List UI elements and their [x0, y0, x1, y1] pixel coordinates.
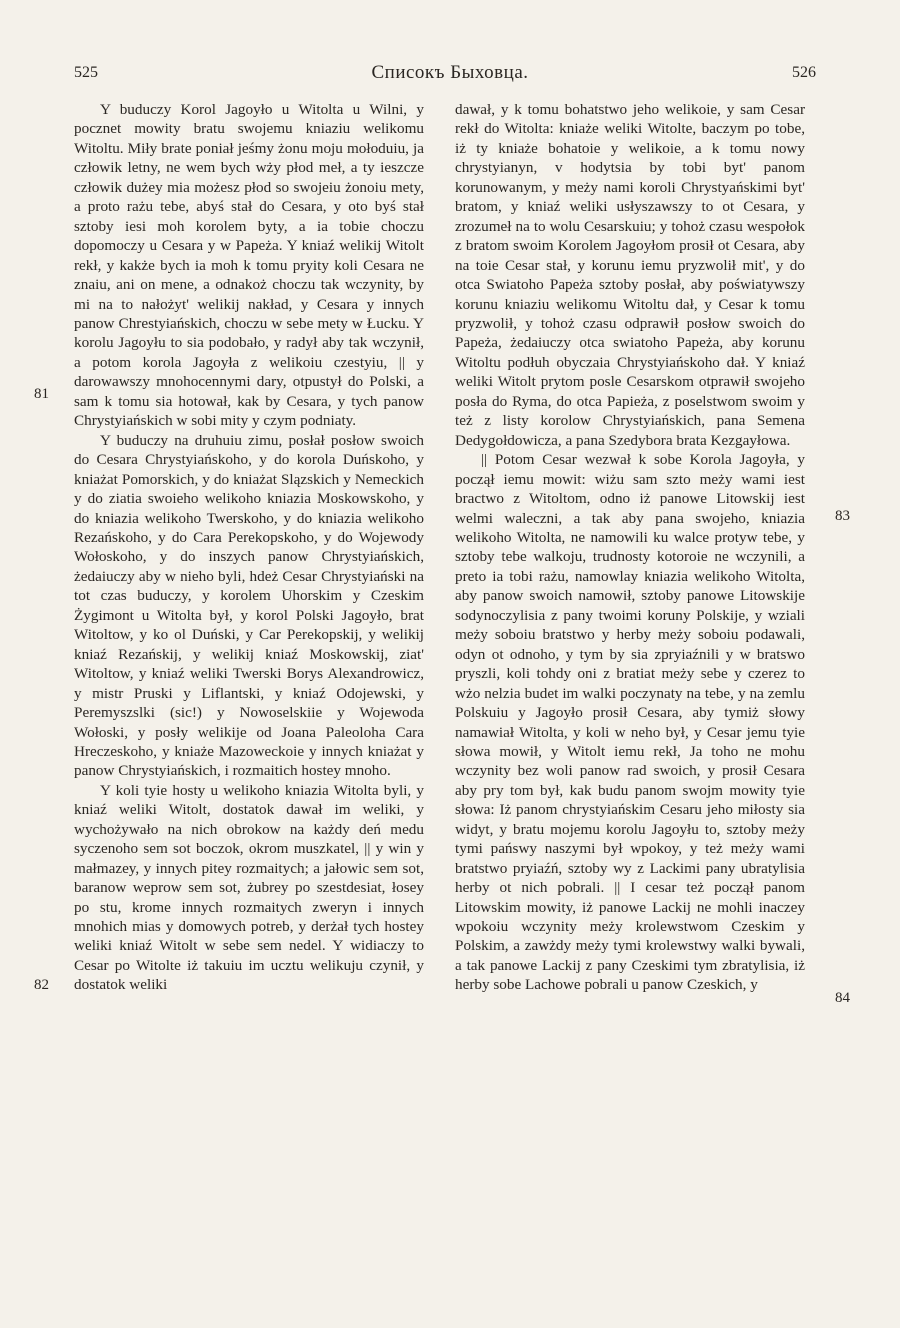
- margin-number-82: 82: [34, 977, 49, 993]
- left-page-number: 525: [74, 64, 98, 81]
- paragraph: || Potom Cesar wezwał k sobe Korola Jagoyła, y począł iemu mowit: wiżu sam szto meży wami iest bractwo z Witoltom, odno iż panowe Litowskij iest welmi waleczni, a tak aby pana swojeho, kniazia welikoho Witolta, ne namowili ku walce protyw tebe, y sztoby tebe walkoju, trudnosty kotoroie ne wczynili, a preto ia tobi rażu, namowlay kniazia welikoho Witolta, aby panow swoich namowił, sztoby panowe Litowskije sodynoczylisia z pany twoimi koruny Polskije, y wziali meży soboiu bratstwo y herby meży soboiu podawali, odyn ot odnoho, y tym by sia zpryiaźnili y w bratswo pryszli, koli tohdy oni z bratiat meży sebe y czerez to wżo nelzia budet im walki poczynaty na tebe, y na zemlu Polskuiu y Jagoyło prosił Cesara, aby tymiż słowy namawiał Witolta, y koli w neho był, y Cesar jemu tyie słowa mowił, y Witolt iemu rekł, Ja toho ne mohu wczynity bez woli panow rad swoich, y prosił Cesara aby pry tom był, kak budu panom swojm mowity tyie słowa: Iż panom chrystyiańskim Cesaru jeho miłosty sia widyt, y bratu mojemu korolu Jagoyłu to, sztoby meży tymi pańswy naszymi był wpokoy, y też meży wami bratstwo pryiaźń, sztoby wy z Lackimi pany ubratylisia herby ot nich pobrali. || I cesar też począł panom Litowskim mowity, iż panowe Lackij ne mohli inaczey wpokoiu wczynity meży krolewstwom Czeskim y Polskim, a zawżdy meży tymi krolewstwy walki bywali, a tak panowe Lackij z pany Czeskimi tym zbratylisia, iż herby sobe Lachowe pobrali u panow Czeskich, y: [455, 451, 805, 994]
- left-text-column: [74, 100, 424, 995]
- paragraph: dawał, y k tomu bohatstwo jeho welikoie, y sam Cesar rekł do Witolta: kniaże weliki Witolte, baczym po tobe, iż ty kniaże bohatoie y welikoie, a k tomu nowy chrystyianyn, v hodytsia by tobi byt' panom korunowanym, y meży nami koroli Chrystyańskimi byt' bratom, y kniaź weliki usłyszawszy to ot Cesara, y zrozumeł na to wolu Cesarskuiu; y tohoż czasu wespołok z bratom swoim Korolem Jagoyłom prosił ot Cesara, aby na toie Cesar stał, y korunu iemu pryzwolił mit', y do otca Swiatoho Papeża sztoby posłał, aby poświatywszy korunu kniaziu welikomu Witoltu dał, y Cesar k tomu pryzwolił, y tohoż czasu odprawił posłow swoich do Papeża, żedaiuczy otca swiatoho Papeża, aby korunu Witoltu podłuh obyczaia Chrystyiańskoho dał. Y kniaź weliki Witolt prytom posle Cesarskom otprawił swojeho posła do Ryma, do otca Papieża, z poselstwom swoim y też z listy korolow Chrystyiańskich, pana Semena Dedygołdowicza, a pana Szedybora brata Kezgayłowa.: [455, 101, 805, 449]
- page-header: [0, 58, 900, 88]
- paragraph: Y buduczy na druhuiu zimu, posłał posłow swoich do Cesara Chrystyiańskoho, y do korola Duńskoho, y kniażat Pomorskich, y do kniażat Slązskich y Nemeckich y do ziatia swoieho welikoho kniazia Moskowskoho, y do kniazia welikoho Twerskoho, y do kniazia welikoho Rezańskoho, y do Cara Perekopskoho, y do Wojewody Wołoskoho, y do inszych panow Chrystyiańskich, żedaiuczy aby w nieho byli, hdeż Cesar Chrystyiański na tot czas buduczy, y korolem Uhorskim y Czeskim Żygimont u Witolta był, y korol Polski Jagoyło, brat Witoltow, y ko ol Duński, y Car Perekopskij, y welikij kniaź Rezańskij, y welikij kniaź Moskowskij, ziat' Witoltow, y kniaź weliki Twerski Borys Alexandrowicz, y mistr Pruski y Liflantski, y kniaź Odojewski, y Peremyszslki (sic!) y Nowoselskiie y Wojewoda Wołoski, y posły welikije od Joana Paleoloha Cara Hreczeskoho, y kniaże Mazoweckoie y innych kniażat y panow Chrystyiańskich, i rozmaitich hostey mnoho.: [74, 431, 424, 780]
- paragraph: Y buduczy Korol Jagoyło u Witolta u Wilni, y pocznet mowity bratu swojemu kniaziu welikomu Witoltu. Miły brate poniał jeśmy żonu moju mołoduiu, ja człowik letny, ne wem bych wży płod meł, a ty ieszcze człowik dużey mia możesz płod so swojeiu żonoiu mety, a proto rażu tebe, abyś stał do Cesara, y oto byś stał sztoby iesi moh korolem byty, a ia tobie choczu dopomoczy u Cesara y w Papeża. Y kniaź welikij Witolt rekł, y kakże bych ia moh k tomu pryity koli Cesara ne znaiu, ani on mene, a odnakoż choczu tak wczynity, by mi na to nałożyt' welikij nakład, y Cesara y innych panow Chrestyiańskich, choczu w sebe mety w Łucku. Y korolu Jagoyłu to sia podobało, y radył aby tak wczynił, a potom korola Jagoyła z welikoiu czestyiu, || y darowawszy mnohocennymi dary, otpustył do Polski, a sam k tomu sia hotował, kak by Cesara, y tych panow Chrystyiańskich w sobi mity y czym podniaty.: [74, 101, 424, 430]
- running-title: Списокъ Быховца.: [371, 62, 529, 83]
- margin-number-81: 81: [34, 386, 49, 402]
- paragraph: Y koli tyie hosty u welikoho kniazia Witolta byli, y kniaź weliki Witolt, dostatok dawał im weliki, y wychożywało na nich obrokow na każdy deń medu syczenoho sem sot boczok, okrom muszkatel, || y win y małmazey, y innych pitey rozmaitych; a jałowic sem sot, baranow weprow sem sot, żubrey po szestdesiat, łosey po stu, krome innych rozmaitych zweryn i innych mnohich mias y domowych potreb, y derżał tych hostey weliki kniaź Witolt w sebe sem nedel. Y widiaczy to Cesar po Witolte iż takuiu im ucztu welikuju czynił, y dostatok weliki: [74, 781, 424, 994]
- margin-number-84: 84: [835, 990, 850, 1006]
- margin-number-83: 83: [835, 508, 850, 524]
- right-text-column: [455, 100, 805, 995]
- right-page-number: 526: [792, 64, 816, 81]
